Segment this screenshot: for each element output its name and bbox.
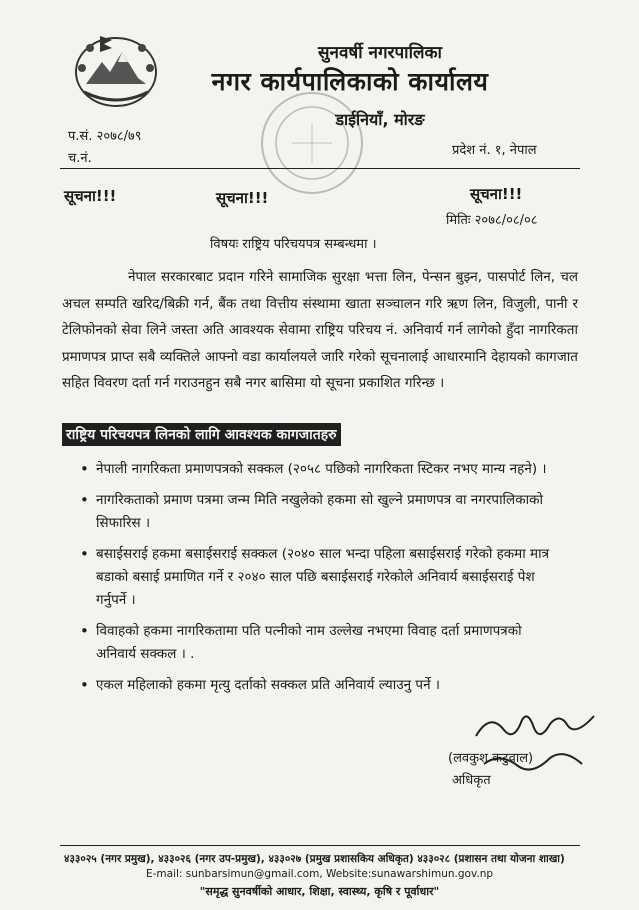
list-item — [72, 458, 562, 481]
office-title: नगर कार्यपालिकाको कार्यालय — [211, 67, 489, 96]
requirements-list — [72, 458, 562, 705]
signer-title: अधिकृत — [452, 773, 491, 788]
footer-phone-numbers: ४३३०२५ (नगर प्रमुख), ४३३०२६ (नगर उप-प्रमुख), ४३३०२७ (प्रमुख प्रशासकिय अधिकृत) ४३३०२८ (प्रशासन तथा योजना शाखा) — [64, 853, 565, 865]
bullet-icon: • — [80, 491, 89, 509]
requirement-text: नेपाली नागरिकता प्रमाणपत्रको सक्कल (२०५८ पछिको नागरिकता स्टिकर नभए मान्य नहने) । — [96, 461, 547, 477]
list-item — [72, 543, 562, 612]
requirement-text: विवाहको हकमा नागरिकतामा पति पत्नीको नाम उल्लेख नभएमा विवाह दर्ता प्रमाणपत्रको अनिवार्य सक्कल । . — [96, 623, 522, 662]
bullet-icon: • — [80, 676, 89, 694]
dispatch-number: च.नं. — [68, 151, 92, 166]
footer-slogan: "समृद्ध सुनवर्षीको आधार, शिक्षा, स्वास्थ्य, कृषि र पूर्वाधार" — [199, 885, 440, 898]
office-seal-stamp — [252, 88, 372, 198]
province-label: प्रदेश नं. १, नेपाल — [452, 143, 537, 158]
footer-contact: E-mail: sunbarsimun@gmail.com, Website:sunawarshimun.gov.np — [145, 868, 494, 880]
signer-name: (लवकुश कटुवाल) — [448, 751, 534, 766]
bullet-icon: • — [80, 460, 89, 478]
requirement-text: नागरिकताको प्रमाण पत्रमा जन्म मिति नखुलेको हकमा सो खुल्ने प्रमाणपत्र वा नगरपालिकाको सिफारिस । — [96, 492, 543, 531]
header-divider — [60, 168, 580, 169]
requirement-text: एकल महिलाको हकमा मृत्यु दर्ताको सक्कल प्रति अनिवार्य ल्याउनु पर्ने । — [96, 677, 440, 693]
notice-date: मितिः २०७८/०८/०८ — [446, 213, 538, 228]
notice-body: नेपाल सरकारबाट प्रदान गरिने सामाजिक सुरक्षा भत्ता लिन, पेन्सन बुझ्न, पासपोर्ट लिन, चल अचल सम्पति खरिद/बिक्री गर्न, बैंक तथा वित्तीय संस्थामा खाता सञ्चालन गरि ऋण लिन, विजुली, पानी र टेलिफोनको सेवा लिने जस्ता अति आवश्यक सेवामा राष्ट्रिय परिचय नं. अनिवार्य गर्न लागेको हुँदा नागरिकता प्रमाणपत्र प्राप्त सबै व्यक्तिले आफ्नो वडा कार्यालयले जारि गरेको सूचनालाई आधारमानि देहायको कागजात सहित विवरण दर्ता गर्न गराउनहुन सबै नगर बासिमा यो सूचना प्रकाशित गरिन्छ । — [62, 269, 578, 391]
municipality-name: सुनवर्षी नगरपालिका — [318, 43, 442, 63]
notice-label-right: सूचना!!! — [470, 185, 523, 203]
office-location: डाईनियाँ, मोरङ — [335, 110, 425, 129]
notice-label-center: सूचना!!! — [216, 189, 269, 207]
reference-number: प.सं. २०७८/७९ — [68, 129, 142, 144]
bullet-icon: • — [80, 545, 89, 563]
list-item — [72, 620, 562, 666]
list-item — [72, 489, 562, 535]
list-item — [72, 674, 562, 697]
notice-subject: विषयः राष्ट्रिय परिचयपत्र सम्बन्धमा । — [210, 237, 377, 252]
notice-label-left: सूचना!!! — [64, 187, 117, 205]
requirements-heading: राष्ट्रिय परिचयपत्र लिनको लागि आवश्यक कागजातहरु — [62, 423, 341, 446]
bullet-icon: • — [80, 622, 89, 640]
footer-divider — [60, 845, 580, 846]
nepal-emblem-icon — [70, 28, 162, 110]
requirement-text: बसाईसराई हकमा बसाईसराई सक्कल (२०४० साल भन्दा पहिला बसाईसराई गरेको हकमा मात्र बडाको बसाई प्रमाणित गर्ने र २०४० साल पछि बसाईसराई गरेकोले अनिवार्य बसाईसराई पेश गर्नुपर्ने । — [96, 546, 550, 608]
